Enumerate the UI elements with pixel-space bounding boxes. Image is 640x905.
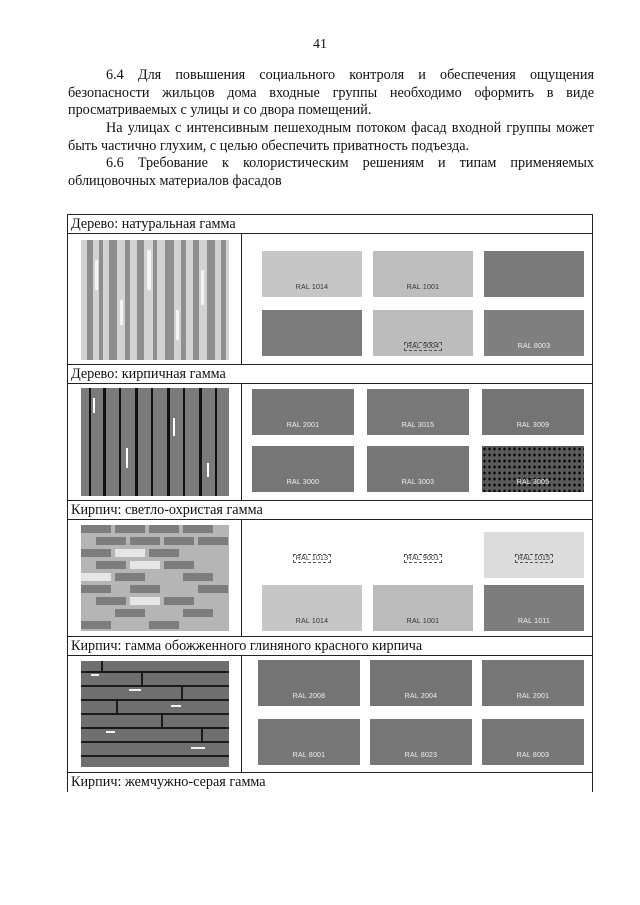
section-title-wood-natural: Дерево: натуральная гамма [68, 215, 592, 234]
swatch-label: RAL 3009 [516, 422, 550, 429]
color-swatch [373, 585, 473, 631]
color-swatch [484, 532, 584, 578]
color-palette-table [67, 214, 593, 792]
swatch-label-text: RAL 9004 [404, 342, 442, 351]
swatch-label-text: RAL 9001 [404, 554, 442, 563]
section-title-wood-brick: Дерево: кирпичная гамма [68, 365, 592, 384]
swatch-label: RAL 3000 [286, 479, 320, 486]
color-swatch [262, 532, 362, 578]
color-swatch [367, 389, 469, 435]
swatch-label: RAL 1001 [406, 618, 440, 625]
color-swatch [262, 251, 362, 297]
color-swatch [262, 585, 362, 631]
color-swatch [252, 446, 354, 492]
texture-cell [68, 520, 242, 636]
color-swatch [262, 310, 362, 356]
color-swatch [373, 251, 473, 297]
color-swatch [482, 660, 584, 706]
swatch-label: RAL 1001 [406, 284, 440, 291]
paragraph-street-facade [68, 120, 594, 155]
swatch-label: RAL 2004 [404, 693, 438, 700]
swatch-label: RAL 1014 [295, 284, 329, 291]
swatch-group [242, 656, 592, 772]
swatch-label [484, 555, 584, 562]
wood-texture-image [81, 240, 229, 360]
palette-row-wood-brick [68, 384, 592, 501]
palette-row-brick-red [68, 656, 592, 773]
swatch-label [373, 555, 473, 562]
texture-cell [68, 234, 242, 364]
paragraph-6-6 [68, 155, 594, 190]
swatch-group [242, 520, 592, 636]
color-swatch [482, 719, 584, 765]
color-swatch [367, 446, 469, 492]
swatch-label: RAL 8003 [516, 752, 550, 759]
color-swatch [482, 389, 584, 435]
color-swatch [370, 719, 472, 765]
color-swatch [484, 310, 584, 356]
swatch-label: RAL 2001 [286, 422, 320, 429]
color-swatch [252, 389, 354, 435]
paragraph-6-4 [68, 67, 594, 120]
paragraph-text: На улицах с интенсивным пешеходным потоком фасад входной группы может быть частично глухим, с целью обеспечить приватность подъезда. [68, 120, 594, 154]
swatch-label: RAL 8003 [517, 343, 551, 350]
swatch-label [262, 555, 362, 562]
color-swatch [373, 532, 473, 578]
swatch-label: RAL 1014 [295, 618, 329, 625]
swatch-label-text: RAL 1013 [293, 554, 331, 563]
wood-dark-texture-image [81, 388, 229, 496]
swatch-group [242, 234, 592, 364]
brick-dark-texture-image [81, 661, 229, 767]
swatch-label: RAL 2008 [292, 693, 326, 700]
color-swatch [370, 660, 472, 706]
swatch-label: RAL 3003 [401, 479, 435, 486]
swatch-group [242, 384, 592, 500]
swatch-label: RAL 2001 [516, 693, 550, 700]
page-number: 41 [313, 37, 327, 52]
palette-row-brick-ochre [68, 520, 592, 637]
swatch-label: RAL 8001 [292, 752, 326, 759]
section-title-brick-ochre: Кирпич: светло-охристая гамма [68, 501, 592, 520]
swatch-label: RAL 3005 [516, 479, 550, 486]
texture-cell [68, 656, 242, 772]
swatch-label [373, 343, 473, 350]
swatch-label-text: RAL 1015 [515, 554, 553, 563]
section-title-brick-pearl-grey: Кирпич: жемчужно-серая гамма [68, 773, 592, 792]
paragraph-text: 6.6 Требование к колористическим решениям и типам применяемых облицовочных материалов фасадов [68, 155, 594, 189]
palette-row-wood-natural [68, 234, 592, 365]
section-title-brick-red: Кирпич: гамма обожженного глиняного красного кирпича [68, 637, 592, 656]
swatch-label: RAL 8023 [404, 752, 438, 759]
color-swatch [484, 251, 584, 297]
paragraph-text: 6.4 Для повышения социального контроля и обеспечения ощущения безопасности жильцов дома входные группы необходимо оформить в виде просматриваемых с улицы и со двора помещений. [68, 67, 594, 118]
color-swatch [258, 719, 360, 765]
color-swatch [482, 446, 584, 492]
brick-light-texture-image [81, 525, 229, 631]
swatch-label: RAL 1011 [518, 618, 550, 625]
color-swatch [258, 660, 360, 706]
texture-cell [68, 384, 242, 500]
swatch-label: RAL 3015 [401, 422, 435, 429]
color-swatch [484, 585, 584, 631]
color-swatch [373, 310, 473, 356]
